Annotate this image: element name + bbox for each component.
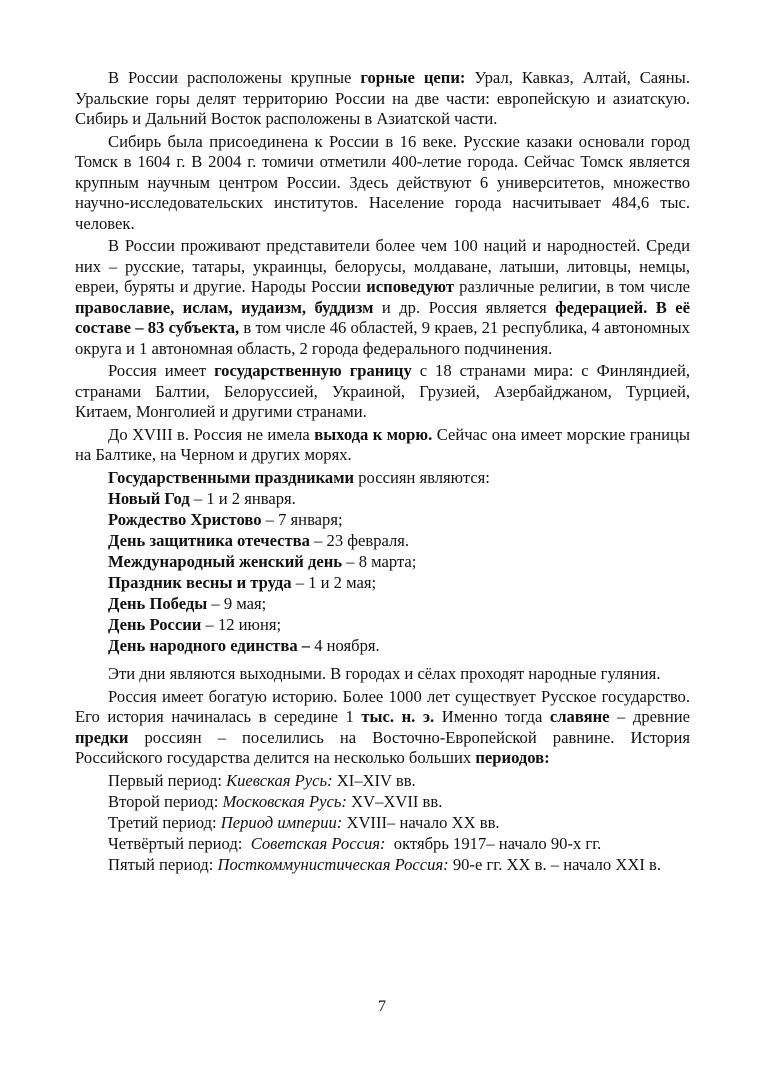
period-item [75, 771, 690, 792]
period-name: Советская Россия: [250, 833, 386, 853]
period-dates: XVIII– начало XX вв. [342, 812, 500, 832]
holiday-item [75, 594, 690, 615]
text: Россия имеет богатую историю. Более 1000 лет существует Русское государство. Его история начиналась в середине 1 [75, 686, 690, 726]
holiday-item [75, 552, 690, 573]
holiday-item [75, 531, 690, 552]
bold-term: исповедуют [366, 277, 454, 296]
text: Именно тогда [434, 707, 550, 726]
holiday-date: – 1 и 2 мая; [291, 572, 377, 592]
period-name: Московская Русь: [222, 791, 347, 811]
text [647, 298, 655, 317]
bold-term: выхода к морю. [314, 424, 433, 444]
text: в том числе 46 областей, 9 краев, 21 республика, 4 автономных округа и 1 автономная область, 2 города федерального подчинения. [75, 318, 690, 358]
bold-term: православие, ислам, иудаизм, буддизм [75, 297, 374, 317]
paragraph-mountains [75, 68, 690, 130]
paragraph-history [75, 687, 690, 769]
holiday-item [75, 636, 690, 657]
bold-term: государственную границу [214, 361, 412, 380]
holiday-name: Праздник весны и труда [108, 572, 292, 592]
holiday-date: – 23 февраля. [309, 530, 410, 550]
period-label: Четвёртый период: [108, 833, 251, 853]
text: Сейчас она имеет морские границы на Балтике, на Черном и других морях. [75, 424, 691, 464]
bold-term: В её составе – 83 субъекта, [75, 297, 690, 337]
period-label: Третий период: [108, 812, 221, 832]
period-label: Пятый период: [108, 854, 218, 874]
paragraph-peoples [75, 236, 690, 359]
page-number: 7 [378, 998, 386, 1015]
period-item [75, 792, 690, 813]
period-item [75, 813, 690, 834]
holiday-name: День защитника отечества [108, 530, 310, 550]
period-name: Киевская Русь: [226, 770, 333, 790]
holiday-item [75, 489, 690, 510]
text: и др. Россия является [373, 297, 556, 317]
bold-term: Государственными праздниками [108, 467, 355, 487]
holiday-name: День народного единства – [108, 635, 311, 655]
period-item [75, 834, 690, 855]
text: До XVIII в. Россия не имела [108, 424, 315, 444]
period-name: Период империи: [220, 812, 343, 832]
text: В России расположены крупные [108, 68, 361, 87]
holiday-date: – 7 января; [261, 509, 343, 529]
period-dates: XI–XIV вв. [332, 770, 416, 790]
holiday-name: День Победы [108, 593, 208, 613]
holiday-item [75, 510, 690, 531]
text: – древние [609, 707, 690, 726]
period-label: Второй период: [108, 791, 223, 811]
holiday-date: – 1 и 2 января. [189, 488, 296, 508]
period-dates: октябрь 1917– начало 90-х гг. [385, 833, 602, 853]
holiday-item [75, 573, 690, 594]
bold-term: предки [75, 727, 129, 747]
text: россиян – поселились на Восточно-Европейской равнине. История Российского государства делится на несколько больших [75, 727, 690, 767]
holiday-item [75, 615, 690, 636]
holiday-date: – 9 мая; [207, 593, 267, 613]
period-dates: 90-е гг. XX в. – начало XXI в. [448, 854, 661, 874]
holiday-name: Новый Год [108, 488, 190, 508]
document-page [75, 68, 690, 876]
holiday-date: 4 ноября. [310, 635, 380, 655]
paragraph-siberia: Сибирь была присоединена к России в 16 веке. Русские казаки основали город Томск в 1604 г. В 2004 г. томичи отметили 400-летие города. Сейчас Томск является крупным научным центром России. Здесь действуют 6 университетов, множество научно-исследовательских институтов. Население города насчитывает 484,6 тыс. человек. [75, 131, 690, 233]
holiday-date: – 8 марта; [342, 551, 417, 571]
text: Россия имеет [108, 361, 215, 380]
holiday-date: – 12 июня; [201, 614, 282, 634]
period-item [75, 855, 690, 876]
holiday-name: Международный женский день [108, 551, 343, 571]
bold-term: горные цепи: [360, 68, 466, 87]
holiday-name: Рождество Христово [108, 509, 262, 529]
period-label: Первый период: [108, 770, 227, 790]
text: россиян являются: [354, 467, 490, 487]
text: различные религии, в том числе [454, 277, 690, 296]
period-dates: XV–XVII вв. [346, 791, 443, 811]
bold-term: периодов: [475, 748, 550, 767]
bold-term: тыс. н. э. [361, 707, 435, 726]
period-name: Посткоммунистическая Россия: [217, 854, 449, 874]
paragraph-days-off: Эти дни являются выходными. В городах и сёлах проходят народные гуляния. [108, 664, 661, 683]
holidays-intro [75, 468, 690, 489]
holiday-name: День России [108, 614, 202, 634]
text: Урал, Кавказ, Алтай, Саяны. Уральские горы делят территорию России на две части: европейскую и азиатскую. Сибирь и Дальний Восток расположены в Азиатской части. [75, 68, 690, 128]
text: В России проживают представители более чем 100 наций и народностей. Среди них – русские, татары, украинцы, белорусы, молдаване, латыши, литовцы, немцы, евреи, буряты и другие. Народы России [75, 236, 690, 296]
bold-term: славяне [549, 707, 610, 726]
text: с 18 странами мира: с Финляндией, странами Балтии, Белоруссией, Украиной, Грузией, Азербайджаном, Турцией, Китаем, Монголией и другими странами. [75, 361, 690, 421]
paragraph-border [75, 361, 690, 423]
bold-term: федерацией. [555, 297, 648, 317]
paragraph-sea [75, 425, 690, 466]
